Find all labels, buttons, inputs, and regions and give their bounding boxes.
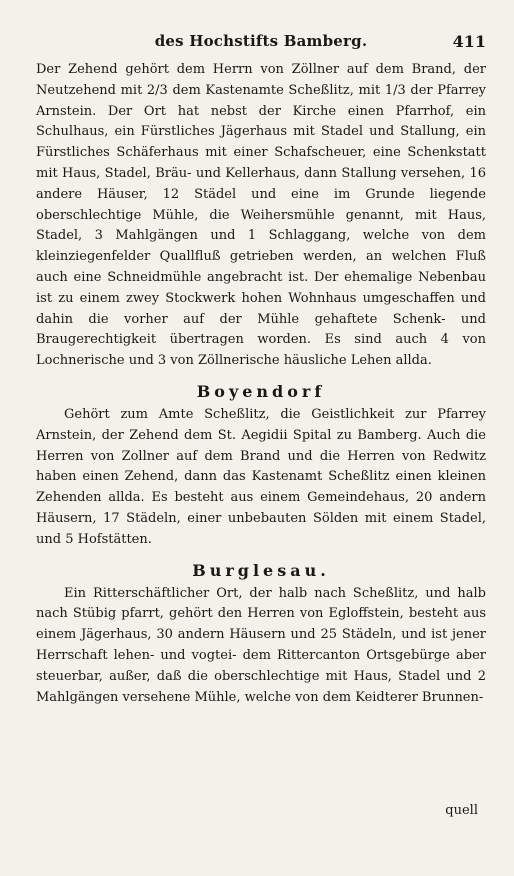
catchword: quell: [445, 803, 478, 818]
paragraph-boyendorf: Gehört zum Amte Scheßlitz, die Geistlichkeit zur Pfarrey Arnstein, der Zehend dem St. Aegidii Spital zu Bamberg. Auch die Herren von Zollner auf dem Brand und die Herren von Redwitz haben einen Zehend, dann das Kastenamt Scheßlitz einen kleinen Zehenden allda. Es besteht aus einem Gemeindehaus, 20 andern Häusern, 17 Städeln, einer unbebauten Sölden mit einem Stadel, und 5 Hofstätten.: [36, 406, 486, 547]
section-title-burglesau: Burglesau.: [192, 560, 330, 580]
page-number: 411: [452, 32, 486, 51]
section-title-boyendorf: Boyendorf: [196, 381, 326, 401]
paragraph-burglesau: Ein Ritterschäftlicher Ort, der halb nach Scheßlitz, und halb nach Stübig pfarrt, gehört den Herren von Egloffstein, besteht aus einem Jägerhaus, 30 andern Häusern und 25 Städeln, und ist jener Herrschaft lehen- und vogtei- dem Rittercanton Ortsgebürge aber steuerbar, außer, daß die oberschlechtige mit Haus, Stadel und 2 Mahlgängen versehene Mühle, welche von dem Keidterer Brunnen-: [36, 585, 486, 705]
page-header: [36, 30, 486, 60]
book-page: [36, 30, 486, 708]
running-head: des Hochstifts Bamberg.: [154, 32, 368, 50]
paragraph-intro: Der Zehend gehört dem Herrn von Zöllner auf dem Brand, der Neutzehend mit 2/3 dem Kastenamte Scheßlitz, mit 1/3 der Pfarrey Arnstein. Der Ort hat nebst der Kirche einen Pfarrhof, ein Schulhaus, ein Fürstliches Jägerhaus mit Stadel und Stallung, ein Fürstliches Schäferhaus mit einer Schafscheuer, eine Schenkstatt mit Haus, Stadel, Bräu- und Kellerhaus, dann Stallung versehen, 16 andere Häuser, 12 Städel und eine im Grunde liegende oberschlechtige Mühle, die Weihersmühle genannt, mit Haus, Stadel, 3 Mahlgängen und 1 Schlaggang, welche von dem kleinziegenfelder Quallfluß getrieben werden, an welchen Fluß auch eine Schneidmühle angebracht ist. Der ehemalige Nebenbau ist zu einem zwey Stockwerk hohen Wohnhaus umgeschaffen und dahin die vorher auf der Mühle gehaftete Schenk- und Braugerechtigkeit übertragen worden. Es sind auch 4 von Lochnerische und 3 von Zöllnerische häusliche Lehen allda.: [36, 62, 486, 369]
